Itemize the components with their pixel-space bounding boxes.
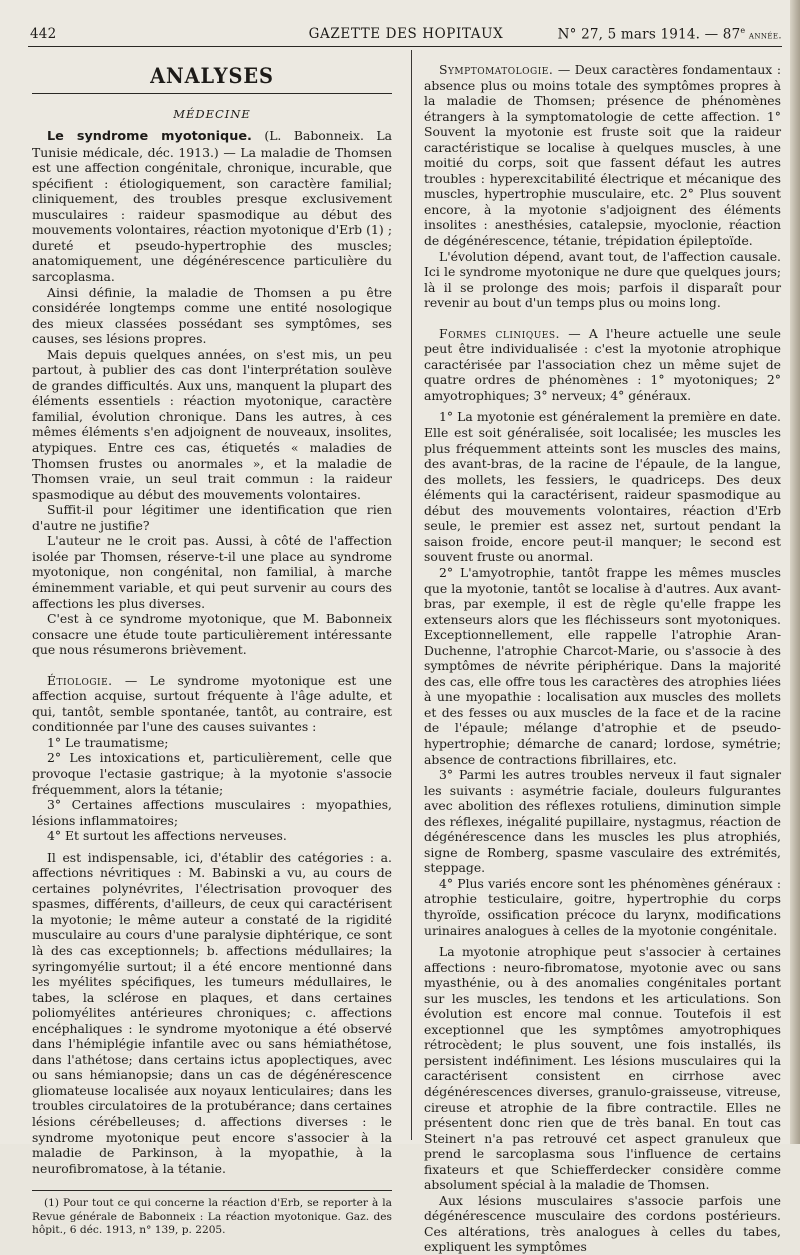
paragraph: C'est à ce syndrome myotonique, que M. Babonneix consacre une étude toute particulièrement intéressante que nous résumerons brièvement. <box>32 611 392 658</box>
column-divider <box>411 50 412 1140</box>
paragraph: 2° L'amyotrophie, tantôt frappe les mêmes muscles que la myotonie, tantôt se localise à d'autres. Aux avant-bras, par exemple, il est de règle qu'elle frappe les extenseurs alors que les fléchisseurs sont myotoniques. Exceptionnellement, elle rappelle l'atrophie Aran-Duchenne, l'atrophie Charcot-Marie, ou s'associe à des symptômes de névrite périphérique. Dans la majorité des cas, elle offre tous les caractères des atrophies liées à une myopathie : localisation aux muscles des mollets et des fesses ou aux muscles de la face et de la racine de l'épaule; mélange d'atrophie et de pseudo-hypertrophie; démarche de canard; lordose, symétrie; absence de contractions fibrillaires, etc. <box>424 564 781 767</box>
paragraph: 4° Plus variés encore sont les phénomènes généraux : atrophie testiculaire, goitre, hypertrophie du corps thyroïde, ossification précoce du larynx, modifications urinaires analogues à celles de la myotonie congénitale. <box>424 875 781 938</box>
paragraph: Il est indispensable, ici, d'établir des catégories : a. affections névritiques : M. Babinski a vu, au cours de certaines polynévrites, l'électrisation provoquer des spasmes, différents, d'ailleurs, de ceux qui caractérisent la myotonie; le même auteur a constaté de la rigidité musculaire au cours d'une paralysie diphtérique, ce sont là des cas exceptionnels; b. affections médullaires; la syringomyélie surtout; il a été encore mentionné dans les myélites spécifiques, les tumeurs médullaires, le tabes, la sclérose en plaques, et dans certaines poliomyélites antérieures chroniques; c. affections encéphaliques : le syndrome myotonique a été observé dans l'hémiplégie infantile avec ou sans hémiathétose, dans l'athétose; dans certains ictus apoplectiques, avec ou sans hémianopsie; dans un cas de dégénérescence gliomateuse localisée aux noyaux lenticulaires; dans les troubles circulatoires de la protubérance; dans certaines lésions cérébelleuses; d. affections diverses : le syndrome myotonique peut encore s'associer à la maladie de Parkinson, à la myopathie, à la neurofibromatose, à la tétanie. <box>32 849 392 1176</box>
running-header <box>30 24 782 44</box>
list-item: 1° Le traumatisme; <box>47 734 169 750</box>
article-intro <box>32 128 392 284</box>
footnote-rule <box>32 1190 392 1191</box>
paragraph: Ainsi définie, la maladie de Thomsen a pu être considérée longtemps comme une entité nosologique des mieux classées possédant ses symptômes, ses causes, ses lésions propres. <box>32 284 392 347</box>
symptomatologie-paragraph: Symptomatologie. — Deux caractères fondamentaux : absence plus ou moins totale des symptômes propres à la maladie de Thomsen; présence de phénomènes étrangers à la symptomatologie de cette affection. 1° Souvent la myotonie est fruste soit que la raideur caractéristique se localise à quelques muscles, à une moitié du corps, soit que fassent défaut les autres troubles : hyperexcitabilité électrique et mécanique des muscles, hypertrophie musculaire, etc. 2° Plus souvent encore, à la myotonie s'adjoignent des éléments insolites : anesthésies, catalepsie, myoclonie, réaction de dégénérescence, tétanie, trépidation épileptoïde. <box>424 62 781 249</box>
section-subtitle: MÉDECINE <box>173 106 251 121</box>
paragraph: L'évolution dépend, avant tout, de l'affection causale. Ici le syndrome myotonique ne dure que quelques jours; là il se prolonge des mois; parfois il disparaît pour revenir au bout d'un temps plus ou moins long. <box>424 248 781 311</box>
issue-info: N° 27, 5 mars 1914. — 87e année. <box>557 26 782 43</box>
etiologie-heading: Étiologie. <box>47 672 113 688</box>
section-rule <box>32 93 392 94</box>
paragraph: Suffit-il pour légitimer une identification que rien d'autre ne justifie? <box>32 502 392 533</box>
footnote: (1) Pour tout ce qui concerne la réaction d'Erb, se reporter à la Revue générale de Babonneix : La réaction myotonique. Gaz. des hôpit., 6 déc. 1913, n° 139, p. 2205. <box>32 1197 392 1237</box>
section-title: ANALYSES <box>150 63 274 88</box>
formes-paragraph: Formes cliniques. — A l'heure actuelle une seule peut être individualisée : c'est la myotonie atrophique caractérisée par l'association chez un même sujet de quatre ordres de phénomènes : 1° myotoniques; 2° amyotrophiques; 3° nerveux; 4° généraux. <box>424 325 781 403</box>
article-title: Le syndrome myotonique. <box>47 129 252 145</box>
paragraph: 3° Parmi les autres troubles nerveux il faut signaler les suivants : asymétrie faciale, douleurs fulgurantes avec abolition des réflexes rotuliens, diminution simple des réflexes, inégalité pupillaire, nystagmus, réaction de dégénérescence dans les muscles les plus atrophiés, signe de Romberg, spasme vasculaire des extrémités, steppage. <box>424 767 781 876</box>
formes-heading: Formes cliniques. <box>439 325 560 341</box>
paragraph: 1° La myotonie est généralement la première en date. Elle est soit généralisée, soit localisée; les muscles les plus fréquemment atteints sont les muscles des mains, des avant-bras, de la racine de l'épaule, de la langue, des mollets, les fessiers, le quadriceps. Des deux éléments qui la caractérisent, raideur spasmodique au début des mouvements volontaires, réaction d'Erb seule, le premier est assez net, surtout pendant la saison froide, encore peut-il manquer; le second est souvent fruste ou anormal. <box>424 409 781 565</box>
page-number: 442 <box>30 26 57 42</box>
paragraph: L'auteur ne le croit pas. Aussi, à côté de l'affection isolée par Thomsen, réserve-t-il une place au syndrome myotonique, non congénital, non familial, à marche éminemment variable, et qui peut survenir au cours des affections les plus diverses. <box>32 533 392 611</box>
article-reference: (L. Babonneix. La Tunisie médicale, déc. 1913.) — La maladie de Thomsen est une affection congénitale, chronique, incurable, que spécifient : étiologiquement, son caractère familial; cliniquement, des troubles presque exclusivement musculaires : raideur spasmodique au début des mouvements volontaires, réaction myotonique d'Erb (1) ; dureté et pseudo-hypertrophie des muscles; anatomiquement, une dégénérescence particulière du sarcoplasma. <box>32 128 393 285</box>
list-item: 4° Et surtout les affections nerveuses. <box>47 828 287 844</box>
list-item: 3° Certaines affections musculaires : myopathies, lésions inflammatoires; <box>32 797 392 828</box>
list-item: 2° Les intoxications et, particulièrement, celle que provoque l'ectasie gastrique; à la myotonie s'associe fréquemment, alors la tétanie; <box>32 750 392 797</box>
paragraph: La myotonie atrophique peut s'associer à certaines affections : neuro-fibromatose, myotonie avec ou sans myasthénie, ou à des anomalies congénitales portant sur les muscles, les tendons et les articulations. Son évolution est encore mal connue. Toutefois il est exceptionnel que les symptômes amyotrophiques rétrocèdent; le plus souvent, une fois installés, ils persistent indéfiniment. Les lésions musculaires qui la caractérisent consistent en cirrhose avec dégénérescences diverses, granulo-graisseuse, vitreuse, cireuse et atrophie de la fibre contractile. Elles ne présentent donc rien que de très banal. En tout cas Steinert n'a pas retrouvé cet aspect granuleux que prend le sarcoplasma sous l'influence de certains fixateurs et que Schiefferdecker considère comme absolument spécial à la maladie de Thomsen. <box>424 944 781 1193</box>
paragraph: Mais depuis quelques années, on s'est mis, un peu partout, à publier des cas dont l'interprétation soulève de grandes difficultés. Aux uns, manquent la plupart des éléments essentiels : réaction myotonique, caractère familial, évolution chronique. Dans les autres, à ces mêmes éléments s'en adjoignent de nouveaux, insolites, atypiques. Entre ces cas, étiquetés « maladies de Thomsen frustes ou anormales », et la maladie de Thomsen vraie, un seul trait commun : la raideur spasmodique au début des mouvements volontaires. <box>32 346 392 502</box>
right-column <box>424 62 781 1255</box>
etiologie-paragraph: Étiologie. — Le syndrome myotonique est une affection acquise, surtout fréquente à l'âge adulte, et qui, tantôt, semble spontanée, tantôt, au contraire, est conditionnée par l'une des causes suivantes : <box>32 672 392 735</box>
page-binding-edge <box>790 0 800 1144</box>
paragraph: Aux lésions musculaires s'associe parfois une dégénérescence musculaire des cordons postérieurs. Ces altérations, très analogues à celles du tabes, expliquent les symptômes <box>424 1192 781 1255</box>
journal-title: GAZETTE DES HOPITAUX <box>308 26 504 42</box>
symptomatologie-heading: Symptomatologie. <box>439 62 554 77</box>
header-rule <box>28 46 782 47</box>
left-column <box>32 60 392 1238</box>
